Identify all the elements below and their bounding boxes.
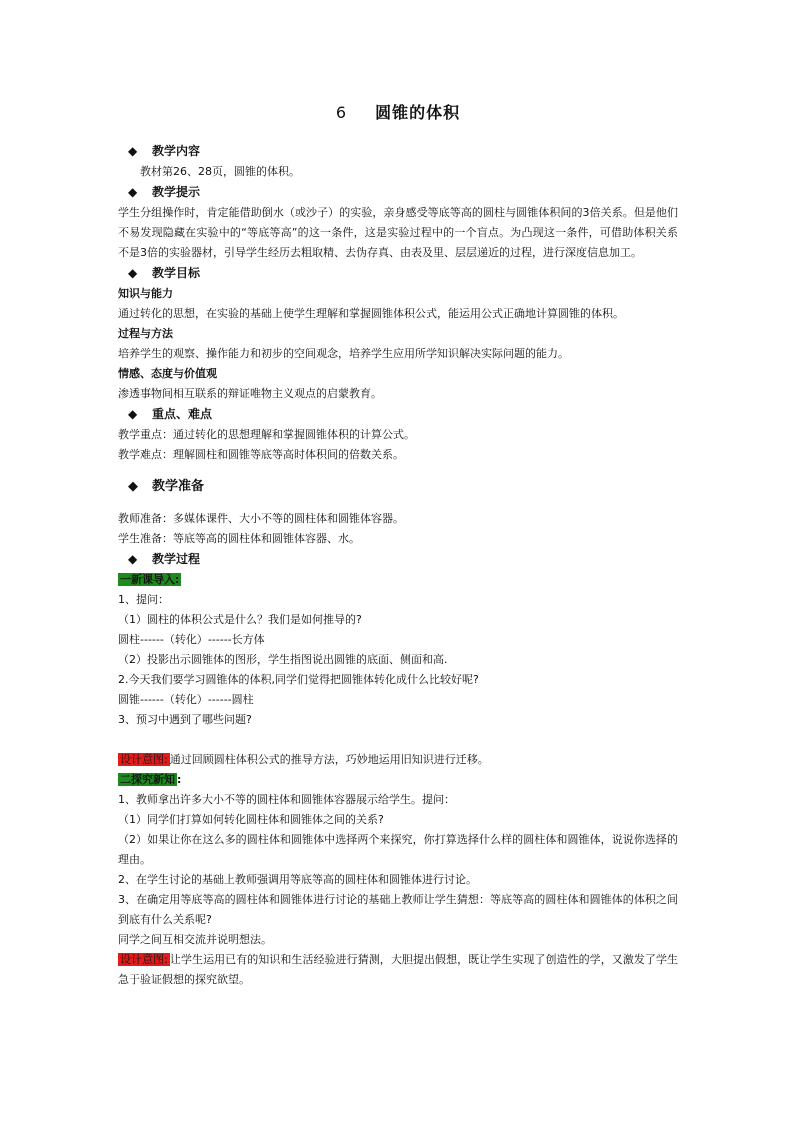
key-point-text: 教学重点：通过转化的思想理解和掌握圆锥体积的计算公式。 [118,428,415,441]
section-heading-content: ◆ 教学内容 [118,141,678,162]
objective-text-process: 培养学生的观察、操作能力和初步的空间观念，培养学生应用所学知识解决实际问题的能力。 [118,347,569,360]
diamond-bullet-icon: ◆ [128,407,138,421]
diamond-bullet-icon: ◆ [128,266,138,280]
part2-text-6: 同学之间互相交流并说明想法。 [118,933,272,946]
objective-text-emotion: 渗透事物间相互联系的辩证唯物主义观点的启蒙教育。 [118,387,382,400]
content-text: 教材第26、28页，圆锥的体积。 [140,165,300,178]
part1-tag: 一新课导入: [120,573,180,586]
diamond-bullet-icon: ◆ [128,185,138,199]
diamond-bullet-icon: ◆ [128,479,138,494]
difficulty-text: 教学难点：理解圆柱和圆锥等底等高时体积间的倍数关系。 [118,448,404,461]
prep-teacher-text: 教师准备：多媒体课件、大小不等的圆柱体和圆锥体容器。 [118,512,404,525]
design2-text: 让学生运用已有的知识和生活经验进行猜测，大胆提出假想，既让学生实现了创造性的学，又激发了学生急于验证假想的探究欲望。 [118,953,678,986]
part1-text-2: （1）圆柱的体积公式是什么？我们是如何推导的? [118,613,362,626]
hints-text: 学生分组操作时，肯定能借助倒水（或沙子）的实验，亲身感受等底等高的圆柱与圆锥体积间的3倍关系。但是他们不易发现隐藏在实验中的“等底等高”的这一条件，这是实验过程中的一个盲点。为凸现这一条件，可借助体积关系不是3倍的实验器材，引导学生经历去粗取精、去伪存真、由表及里、层层递近的过程，进行深度信息加工。 [118,206,678,259]
diamond-bullet-icon: ◆ [128,144,138,158]
section-heading-objectives: ◆ 教学目标 [118,263,678,284]
part2-line: 二探究新知 : [120,773,182,786]
design1-line [118,750,678,770]
objective-text-knowledge: 通过转化的思想，在实验的基础上使学生理解和掌握圆锥体积公式，能运用公式正确地计算圆锥的体积。 [118,307,624,320]
part2-text-3: （2）如果让你在这么多的圆柱体和圆锥体中选择两个来探究，你打算选择什么样的圆柱体和圆锥体，说说你选择的理由。 [118,833,678,866]
part2-text-1: 1、教师拿出许多大小不等的圆柱体和圆锥体容器展示给学生。提问： [118,793,455,806]
design1-text: 通过回顾圆柱体积公式的推导方法，巧妙地运用旧知识进行迁移。 [169,753,489,766]
design2-tag: 设计意图: [120,953,168,966]
objective-title-knowledge: 知识与能力 [118,287,173,300]
part2-text-4: 2、在学生讨论的基础上教师强调用等底等高的圆柱体和圆锥体进行讨论。 [118,873,477,886]
part1-text-5: 2.今天我们要学习圆锥体的体积,同学们觉得把圆锥体转化成什么比较好呢? [118,673,479,686]
part2-tag: 二探究新知 [120,773,175,786]
section-heading-key-points: ◆ 重点、难点 [118,404,678,425]
title-number: 6 [335,103,348,122]
objective-title-process: 过程与方法 [118,327,173,340]
title-text: 圆锥的体积 [375,103,461,122]
design1-tag: 设计意图: [120,753,168,766]
prep-student-text: 学生准备：等底等高的圆柱体和圆锥体容器、水。 [118,532,360,545]
part1-text-4: （2）投影出示圆锥体的图形，学生指图说出圆锥的底面、侧面和高. [118,653,448,666]
design2-line [118,950,678,990]
part1-text-6: 圆锥------（转化）------圆柱 [118,693,254,706]
part2-text-5: 3、在确定用等底等高的圆柱体和圆锥体进行讨论的基础上教师让学生猜想：等底等高的圆柱体和圆锥体的体积之间到底有什么关系呢? [118,893,678,926]
section-heading-process: ◆ 教学过程 [118,549,678,570]
part1-text-3: 圆柱------（转化）------长方体 [118,633,265,646]
part2-text-2: （1）同学们打算如何转化圆柱体和圆锥体之间的关系? [118,813,384,826]
section-heading-preparation: ◆ 教学准备 [118,473,678,501]
part1-line [118,570,678,590]
objective-title-emotion: 情感、态度与价值观 [118,367,217,380]
document-page [118,100,678,990]
part1-text-7: 3、预习中遇到了哪些问题? [118,713,252,726]
section-heading-hints: ◆ 教学提示 [118,182,678,203]
diamond-bullet-icon: ◆ [128,552,138,566]
part1-text-1: 1、提问： [118,593,169,606]
page-title [118,100,678,123]
